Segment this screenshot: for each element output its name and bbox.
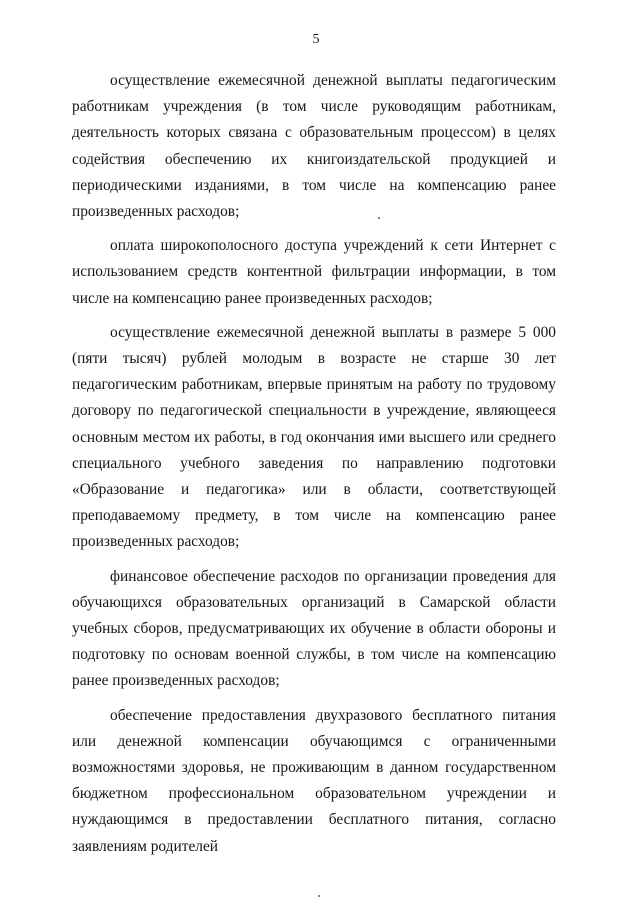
- scan-speck: [318, 895, 320, 897]
- paragraph-monthly-payment-teachers: осуществление ежемесячной денежной выплаты педагогическим работникам учреждения (в том числе руководящим работникам, деятельность которых связана с образовательным процессом) в целях содействия обеспечению их книгоиздательской продукцией и периодическими изданиями, в том числе на компенсацию ранее произведенных расходов;: [72, 72, 556, 221]
- paragraph-training-camps: финансовое обеспечение расходов по организации проведения для обучающихся образовательных организаций в Самарской области учебных сборов, предусматривающих их обучение в области обороны и подготовку по основам военной службы, в том числе на компенсацию ранее произведенных расходов;: [72, 567, 556, 690]
- page-number: 5: [312, 32, 320, 47]
- scan-speck: [378, 217, 380, 219]
- document-body: [72, 68, 556, 860]
- paragraph-young-teachers-payment: осуществление ежемесячной денежной выплаты в размере 5 000 (пяти тысяч) рублей молодым в возрасте не старше 30 лет педагогическим работникам, впервые принятым на работу по трудовому договору по педагогической специальности в учреждение, являющееся основным местом их работы, в год окончания ими высшего или среднего специального учебного заведения по направлению подготовки «Образование и педагогика» или в области, соответствующей преподаваемому предмету, в том числе на компенсацию ранее произведенных расходов;: [72, 323, 556, 551]
- paragraph-free-meals: обеспечение предоставления двухразового бесплатного питания или денежной компенсации обучающимся с ограниченными возможностями здоровья, не проживающим в данном государственном бюджетном профессиональном образовательном учреждении и нуждающимся в предоставлении бесплатного питания, согласно заявлениям родителей: [72, 706, 556, 855]
- paragraph-internet-access: оплата широкополосного доступа учреждений к сети Интернет с использованием средств контентной фильтрации информации, в том числе на компенсацию ранее произведенных расходов;: [72, 237, 556, 307]
